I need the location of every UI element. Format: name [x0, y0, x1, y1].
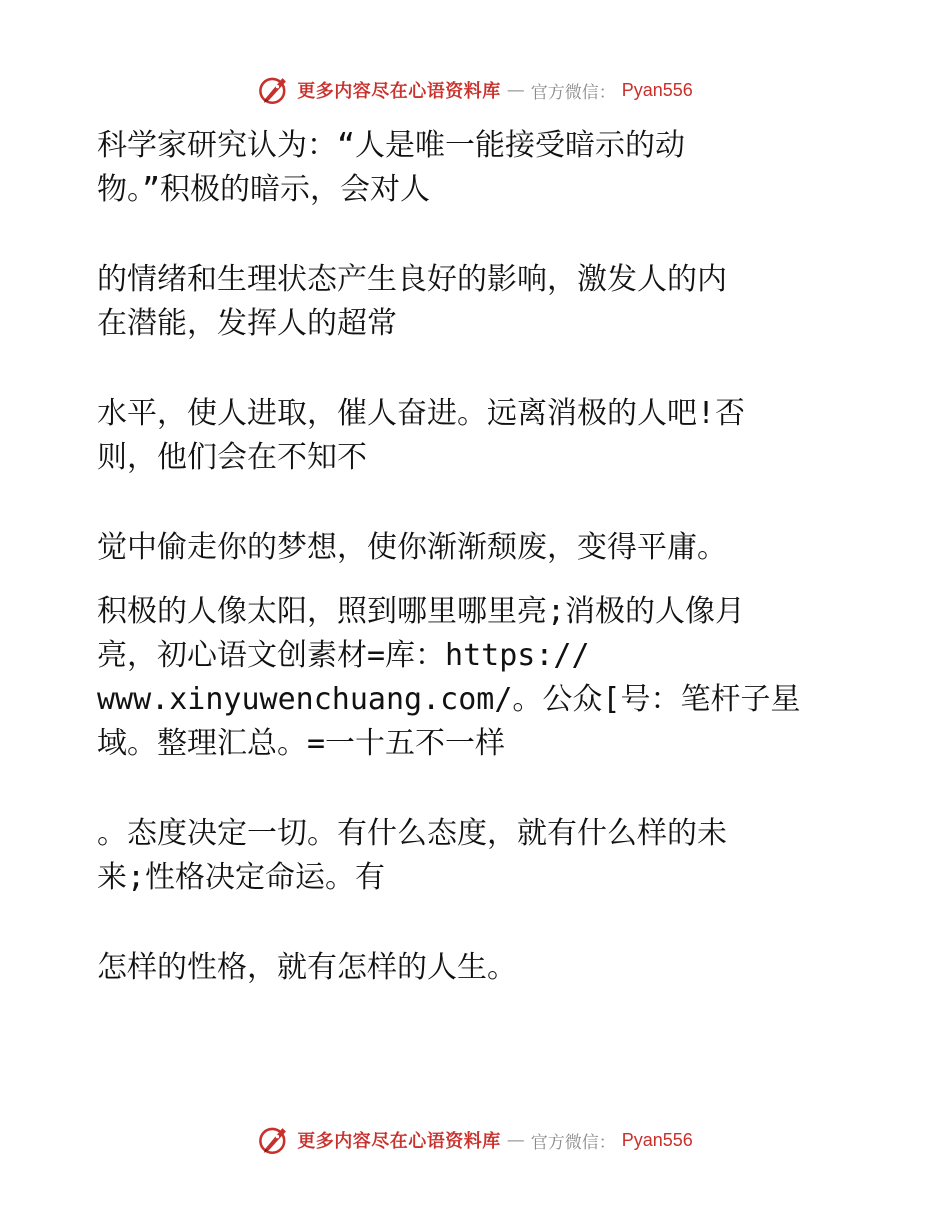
text-line: 在潜能，发挥人的超常	[97, 306, 397, 341]
text-line: 则，他们会在不知不	[97, 440, 367, 475]
paragraph-5	[97, 590, 857, 766]
text-line: 物。”积极的暗示，会对人	[97, 172, 431, 207]
header-banner	[0, 70, 950, 110]
footer-wechat-label: 官方微信：	[530, 1132, 616, 1153]
text-line: 水平，使人进取，催人奋进。远离消极的人吧!否	[97, 396, 746, 431]
text-line: 来;性格决定命运。有	[97, 860, 386, 895]
header-separator: —	[506, 79, 525, 101]
footer-separator: —	[506, 1129, 525, 1151]
pen-logo-icon	[257, 73, 291, 107]
text-line: www.xinyuwenchuang.com/。公众[号：笔杆子星	[97, 682, 801, 717]
text-line: 。态度决定一切。有什么态度，就有什么样的未	[97, 816, 727, 851]
text-line: 科学家研究认为：“人是唯一能接受暗示的动	[97, 128, 686, 163]
paragraph-1	[97, 124, 857, 212]
text-line: 亮，初心语文创素材=库：https://	[97, 638, 590, 673]
paragraph-3	[97, 392, 857, 480]
header-wechat-id: Pyan556	[621, 79, 693, 100]
paragraph-7	[97, 946, 857, 990]
text-line: 怎样的性格，就有怎样的人生。	[97, 950, 517, 985]
paragraph-4	[97, 526, 857, 570]
text-line: 积极的人像太阳，照到哪里哪里亮;消极的人像月	[97, 594, 746, 629]
header-wechat-label: 官方微信：	[530, 82, 616, 103]
text-line: 的情绪和生理状态产生良好的影响，激发人的内	[97, 262, 727, 297]
header-title: 更多内容尽在心语资料库	[297, 81, 501, 102]
text-line: 域。整理汇总。=一十五不一样	[97, 726, 506, 761]
text-line: 觉中偷走你的梦想，使你渐渐颓废，变得平庸。	[97, 530, 727, 565]
footer-title: 更多内容尽在心语资料库	[297, 1131, 501, 1152]
paragraph-6	[97, 812, 857, 900]
footer-banner	[0, 1120, 950, 1160]
paragraph-2	[97, 258, 857, 346]
footer-wechat-id: Pyan556	[621, 1129, 693, 1150]
pen-logo-icon	[257, 1123, 291, 1157]
document-body	[97, 118, 857, 990]
